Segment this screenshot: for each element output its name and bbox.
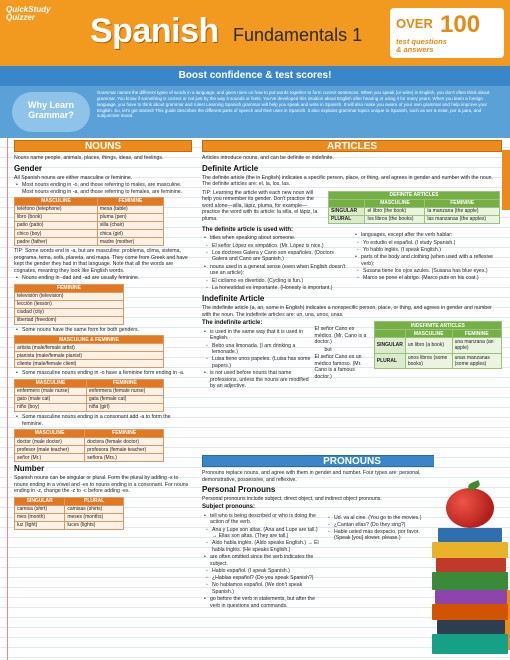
example-text: but bbox=[324, 346, 332, 353]
number-title: Number bbox=[14, 464, 45, 474]
brand-line-1: QuickStudy bbox=[6, 5, 51, 14]
table-cell: madre (mother) bbox=[97, 238, 163, 246]
list-item: • tell who is being described or who is doing the action of the verb. bbox=[202, 513, 320, 526]
table-cell: pianista (male/female pianist) bbox=[15, 352, 164, 360]
table-cell: SINGULAR bbox=[374, 338, 405, 353]
questions-badge bbox=[390, 8, 504, 58]
nouns-definition: Nouns name people, animals, places, things, ideas, and feelings. bbox=[14, 155, 164, 161]
table-row bbox=[15, 214, 164, 222]
table-cell: unos libros (some books) bbox=[405, 353, 452, 368]
table-cell: mes (month) bbox=[15, 513, 65, 521]
consonant-bullet: • Some masculine nouns ending in a consonant add -a to form the feminine. bbox=[14, 414, 192, 427]
table-header: FEMININE bbox=[85, 430, 164, 438]
indefinite-text: The indefinite article (a, an, some in English) indicates a nonspecific person, place, or thing, and agrees in gender and number with the noun. The indefinite articles are: un, una, unos, unas. bbox=[202, 305, 492, 318]
table-header: FEMININE bbox=[86, 379, 163, 387]
table-row bbox=[329, 215, 500, 223]
list-item: • are often omitted since the verb indicates the subject. bbox=[202, 554, 320, 567]
table-header: MASCULINE bbox=[365, 199, 425, 207]
o-to-a-table bbox=[14, 379, 164, 412]
table-cell: ciudad (city) bbox=[15, 308, 124, 316]
table-cell: gato (male cat) bbox=[15, 396, 87, 404]
number-text: Spanish nouns can be singular or plural. Form the plural by adding -s to nouns ending in a vowel and -es to nouns ending in a consonant. For nouns ending in -z, change the -z to -c before adding -es. bbox=[14, 475, 189, 495]
badge-text-1: test questions bbox=[396, 37, 447, 46]
table-cell: profesora (female teacher) bbox=[85, 446, 164, 454]
table-row bbox=[15, 238, 164, 246]
indefinite-articles-table bbox=[374, 321, 502, 369]
books-illustration bbox=[432, 520, 508, 660]
table-row bbox=[15, 446, 164, 454]
table-cell: libro (book) bbox=[15, 214, 98, 222]
list-item: • is used in the same way that it is used in English. bbox=[202, 329, 311, 342]
table-cell: lección (lesson) bbox=[15, 300, 124, 308]
table-cell: meses (months) bbox=[65, 513, 124, 521]
table-row bbox=[15, 352, 164, 360]
table-cell: camisa (shirt) bbox=[15, 505, 65, 513]
nouns-tip: TIP: Some words end in -a, but are masculine: problema, clima, sistema, programa, tema, sofá, planeta, and mapa. They come from Greek and have kept the gender they had in that language. Note that all the words are cognates, meaning they look like English words. bbox=[14, 248, 188, 274]
table-row bbox=[15, 505, 124, 513]
list-item: ◦ Los doctores Galera y Cano son españoles. (Doctors Galera and Cano are Spanish.) bbox=[202, 250, 347, 263]
gender-table bbox=[14, 197, 164, 246]
subject-pronouns-title: Subject pronouns: bbox=[202, 503, 255, 510]
table-cell: artista (male/female artist) bbox=[15, 344, 164, 352]
table-cell: el libro (the book) bbox=[365, 207, 425, 215]
nouns-column bbox=[14, 140, 192, 658]
badge-text-2: & answers bbox=[396, 44, 434, 54]
list-item: ◦ ¿Cantan ellas? (Do they sing?) bbox=[324, 522, 432, 529]
both-gender-table bbox=[14, 335, 164, 368]
list-item: ◦ Yo estudio el español. (I study Spanish.) bbox=[353, 240, 498, 247]
margin-line bbox=[7, 138, 8, 660]
table-cell: PLURAL bbox=[374, 353, 405, 368]
list-item: • languages, except after the verb hablar: bbox=[353, 232, 498, 239]
brand-line-2: Quizzer bbox=[6, 12, 35, 22]
table-row bbox=[15, 222, 164, 230]
table-row bbox=[15, 396, 164, 404]
table-cell: enfermero (male nurse) bbox=[15, 388, 87, 396]
table-cell: doctora (female doctor) bbox=[85, 438, 164, 446]
page-subtitle: Fundamentals 1 bbox=[233, 25, 363, 45]
list-item: ◦ El ciclismo es divertido. (Cycling is fun.) bbox=[202, 278, 347, 285]
definite-used-title: The definite article is used with: bbox=[202, 226, 294, 233]
table-header bbox=[329, 199, 365, 207]
table-title: INDEFINITE ARTICLES bbox=[374, 322, 501, 330]
table-cell: profesor (male teacher) bbox=[15, 446, 85, 454]
table-cell: mesa (table) bbox=[97, 206, 163, 214]
articles-section bbox=[202, 140, 502, 450]
table-cell: teléfono (telephone) bbox=[15, 206, 98, 214]
table-cell: la manzana (the apple) bbox=[425, 207, 500, 215]
table-header: MASCULINE bbox=[15, 430, 85, 438]
table-cell: unas manzanas (some apples) bbox=[452, 353, 501, 368]
table-row bbox=[374, 338, 501, 353]
table-row bbox=[15, 206, 164, 214]
table-header: MASCULINE bbox=[15, 379, 87, 387]
why-label-1: Why Learn bbox=[27, 100, 74, 110]
table-row bbox=[15, 316, 124, 324]
table-header bbox=[374, 330, 405, 338]
list-item: ◦ Hable usted más despacio, por favor. (Speak [you] slower, please.) bbox=[324, 529, 432, 542]
list-item: • is not used before nouns that name professions, unless the nouns are modified by an adjective. bbox=[202, 370, 311, 390]
definite-title: Definite Article bbox=[202, 163, 259, 173]
table-row bbox=[374, 353, 501, 368]
feminine-table bbox=[14, 284, 124, 325]
table-cell: SINGULAR bbox=[329, 207, 365, 215]
table-cell: gata (female cat) bbox=[86, 396, 163, 404]
why-label-2: Grammar? bbox=[28, 110, 74, 121]
nouns-header: NOUNS bbox=[14, 140, 192, 152]
list-item: ◦ Susana tiene los ojos azules. (Susana has blue eyes.) bbox=[353, 268, 498, 275]
table-row bbox=[15, 438, 164, 446]
table-row bbox=[15, 454, 164, 462]
badge-text bbox=[396, 38, 447, 53]
table-row bbox=[15, 360, 164, 368]
list-item: ◦ Ana y Lupe son altas. (Ana and Lupe are tall.) → Ellas son altas. (They are tall.) bbox=[202, 527, 320, 540]
list-item: ◦ Ud. va al cine. (You go to the movies.) bbox=[324, 515, 432, 522]
list-item: ◦ Marco se pone el abrigo. (Marco puts on his coat.) bbox=[353, 275, 498, 282]
list-item: • go before the verb in statements, but after the verb in questions and commands. bbox=[202, 596, 320, 609]
table-cell: libertad (freedom) bbox=[15, 316, 124, 324]
both-bullet: • Some nouns have the same form for both genders. bbox=[14, 327, 192, 334]
list-item: • parts of the body and clothing (when used with a reflexive verb): bbox=[353, 254, 498, 267]
table-cell: PLURAL bbox=[329, 215, 365, 223]
personal-pronouns-title: Personal Pronouns bbox=[202, 485, 276, 494]
table-header: FEMININE bbox=[452, 330, 501, 338]
table-cell: señora (Mrs.) bbox=[85, 454, 164, 462]
indefinite-title: Indefinite Article bbox=[202, 294, 265, 304]
table-cell: un libro (a book) bbox=[405, 338, 452, 353]
table-title: DEFINITE ARTICLES bbox=[329, 191, 500, 199]
table-row bbox=[15, 513, 124, 521]
boost-banner: Boost confidence & test scores! bbox=[0, 66, 510, 86]
gender-bullet: • Most nouns ending in -o, and those referring to males, are masculine. Most nouns ending in -a, and those referring to females, are feminine. bbox=[14, 182, 192, 195]
table-row bbox=[15, 308, 124, 316]
example-text: El señor Cano es médico. (Mr. Cano is a doctor.) bbox=[314, 326, 367, 346]
page-title: Spanish bbox=[90, 12, 219, 50]
table-cell: patio (patio) bbox=[15, 222, 98, 230]
articles-header: ARTICLES bbox=[202, 140, 502, 152]
why-learn-bubble bbox=[12, 92, 90, 132]
table-row bbox=[15, 521, 124, 529]
list-item: ◦ Luisa tiene unos papeles. (Luisa has some papers.) bbox=[202, 356, 311, 369]
table-cell: chica (girl) bbox=[97, 230, 163, 238]
table-cell: luces (lights) bbox=[65, 521, 124, 529]
personal-pronouns-text: Personal pronouns include subject, direct object, and indirect object pronouns. bbox=[202, 496, 382, 502]
table-cell: enfermera (female nurse) bbox=[86, 388, 163, 396]
table-cell: los libros (the books) bbox=[365, 215, 425, 223]
table-cell: señor (Mr.) bbox=[15, 454, 85, 462]
table-row bbox=[15, 344, 164, 352]
table-cell: niña (girl) bbox=[86, 404, 163, 412]
articles-intro: Articles introduce nouns, and can be definite or indefinite. bbox=[202, 155, 334, 161]
table-row bbox=[15, 404, 164, 412]
table-row bbox=[15, 388, 164, 396]
list-item: ◦ ¿Hablas español? (Do you speak Spanish?) bbox=[202, 575, 320, 582]
list-item: ◦ Aldo habla inglés. (Aldo speaks English.) → Él habla inglés. (He speaks English.) bbox=[202, 540, 320, 553]
table-header: FEMININE bbox=[425, 199, 500, 207]
articles-tip: TIP: Learning the article with each new noun will help you remember its gender. Don't practice the word alone—silla, lápiz, pluma, for example—practice the word with its article: la silla, el lápiz, la pluma. bbox=[202, 189, 318, 222]
table-header: MASCULINE & FEMININE bbox=[15, 336, 164, 344]
table-cell: luz (light) bbox=[15, 521, 65, 529]
list-item: ◦ Yo hablo inglés. (I speak English.) bbox=[353, 247, 498, 254]
table-row bbox=[15, 300, 124, 308]
number-table bbox=[14, 497, 124, 530]
table-row bbox=[15, 230, 164, 238]
pronouns-section bbox=[202, 455, 434, 658]
gender-text: All Spanish nouns are either masculine or feminine. bbox=[14, 174, 133, 181]
table-header: SINGULAR bbox=[15, 497, 65, 505]
definite-articles-table bbox=[328, 191, 500, 224]
badge-over: OVER bbox=[396, 16, 433, 31]
table-header: MASCULINE bbox=[405, 330, 452, 338]
table-header: FEMININE bbox=[15, 284, 124, 292]
pronouns-intro: Pronouns replace nouns, and agree with them in gender and number. Four types are: personal, demonstrative, possessive, and reflexive. bbox=[202, 470, 421, 483]
page-header bbox=[0, 0, 510, 66]
table-cell: silla (chair) bbox=[97, 222, 163, 230]
table-row bbox=[15, 292, 124, 300]
table-row bbox=[329, 207, 500, 215]
pronouns-header: PRONOUNS bbox=[202, 455, 434, 467]
table-cell: doctor (male doctor) bbox=[15, 438, 85, 446]
list-item: ◦ El señor López es simpático. (Mr. López is nice.) bbox=[202, 243, 347, 250]
table-cell: televisión (television) bbox=[15, 292, 124, 300]
dad-bullet: • Nouns ending in -dad and -ad are usually feminine. bbox=[14, 275, 192, 282]
definite-text: The definite article (the in English) indicates a specific person, place, or thing, and agrees in gender and number with the noun. The definite articles are: el, la, los, las. bbox=[202, 174, 493, 187]
table-header: FEMININE bbox=[97, 198, 163, 206]
list-item: ◦ No hablamos español. (We don't speak Spanish.) bbox=[202, 582, 320, 595]
side-tab-top bbox=[502, 150, 510, 210]
o-to-a-bullet: • Some masculine nouns ending in -o have a feminine form ending in -a. bbox=[14, 370, 192, 377]
brand-logo bbox=[6, 6, 50, 21]
list-item: • nouns used in a general sense (even when English doesn't use an article): bbox=[202, 264, 347, 277]
badge-number: 100 bbox=[440, 11, 481, 38]
list-item: ◦ Hablo español. (I speak Spanish.) bbox=[202, 568, 320, 575]
table-header: MASCULINE bbox=[15, 198, 98, 206]
table-cell: una manzana (an apple) bbox=[452, 338, 501, 353]
table-header: PLURAL bbox=[65, 497, 124, 505]
consonant-table bbox=[14, 429, 164, 462]
indefinite-used-title: The indefinite article: bbox=[202, 320, 263, 327]
list-item: • titles when speaking about someone. bbox=[202, 235, 347, 242]
list-item: ◦ La honestidad es importante. (Honesty is important.) bbox=[202, 285, 347, 292]
intro-section bbox=[0, 86, 510, 138]
table-cell: chico (boy) bbox=[15, 230, 98, 238]
table-cell: niño (boy) bbox=[15, 404, 87, 412]
table-cell: pluma (pen) bbox=[97, 214, 163, 222]
table-cell: las manzanas (the apples) bbox=[425, 215, 500, 223]
table-cell: camisas (shirts) bbox=[65, 505, 124, 513]
table-cell: cliente (male/female client) bbox=[15, 360, 164, 368]
example-text: El señor Cano es un médico famoso. (Mr. Cano is a famous doctor.) bbox=[314, 354, 362, 380]
list-item: ◦ Bebo una limonada. (I am drinking a lemonade.) bbox=[202, 343, 311, 356]
table-cell: padre (father) bbox=[15, 238, 98, 246]
gender-title: Gender bbox=[14, 163, 43, 173]
apple-icon bbox=[446, 488, 494, 528]
intro-text: Grammar names the different types of words in a language, and gives rules on how to put words together to form correct sentences. When you speak (or write) in English, you don't often think about grammar. You know if something is correct or not just by the way it sounds or feels. You've developed this intuition about English after hearing or using it for many years. When you learn a foreign language, you have to think about grammar and rules! Learning Spanish grammar will help you speak and write in Spanish. It will also make you aware of your own grammar and help improve your English. So, let's get started! This guide describes the different parts of speech and their uses in Spanish. It also explains grammar topics unique to Spanish, such as ser & estar, por & para, and subjunctive mood. bbox=[97, 90, 490, 119]
